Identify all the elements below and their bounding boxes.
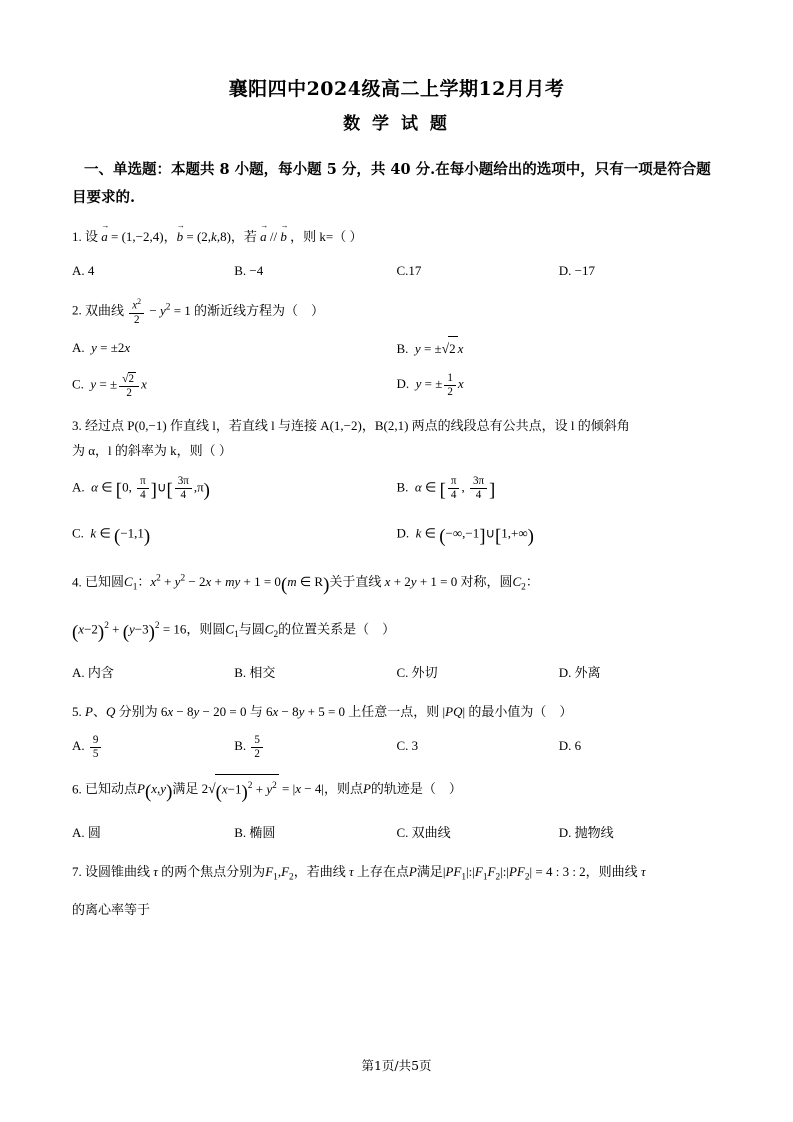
question-7-number: 7. [72,864,82,880]
question-2-options-2 [72,372,721,399]
option-D[interactable]: D. 抛物线 [558,825,614,841]
question-4-number: 4. [72,574,82,590]
option-C[interactable]: C. 外切 [396,665,438,681]
question-5 [72,699,721,724]
option-A[interactable]: A. $\frac{9}{5}$ [72,734,234,760]
question-2-stem: 双曲线 $\frac{x^2}{2}$ − $y^2 = 1$ 的渐近线方程为（ ） [85,297,325,326]
question-6-number: 6. [72,781,82,797]
question-5-options [72,734,721,760]
option-D[interactable]: D. y = ± $\frac{1}{2}$ x [396,372,464,398]
option-D[interactable]: D. k ∈ (−∞,−1]∪[1,+∞) [396,525,534,548]
question-4 [72,568,721,651]
option-A[interactable]: A. 4 [72,263,95,279]
option-C[interactable]: C. k ∈ (−1,1) [72,525,151,548]
page-subtitle: 数 学 试 题 [343,114,450,134]
question-1-number: 1. [72,229,82,245]
question-6 [72,774,721,812]
option-D[interactable]: D. −17 [558,263,595,279]
option-A[interactable]: A. y = ±2x [72,340,131,356]
option-D[interactable]: D. 6 [558,738,582,754]
question-4-options [72,661,721,686]
question-6-options [72,821,721,846]
page-title: 襄阳四中2024级高二上学期12月月考 [228,78,565,100]
option-B[interactable]: B. 椭圆 [234,825,276,841]
question-1-math: a → = (1,−2,4)，b → = (2,k,8)，若 a → // b → [101,229,290,244]
option-B[interactable]: B. α ∈ [ $\frac{\pi}{4}$ , $\frac{3\pi}{4}$ ] [396,475,496,502]
question-2 [72,297,721,326]
question-3-stem-line2: 为 α，l 的斜率为 k，则（ ） [72,442,232,458]
question-1-options [72,259,721,284]
option-C[interactable]: C.17 [396,263,422,279]
question-3-number: 3. [72,417,82,433]
option-A[interactable]: A. 圆 [72,825,101,841]
question-4-stem-line2: $(x-2)^2 + (y-3)^2 = 16$，则圆$C_1$与圆$C_2$的位置关系是（ ） [72,620,396,643]
option-B[interactable]: B. 相交 [234,665,276,681]
question-2-options [72,336,721,362]
question-3-options [72,473,721,509]
question-4-stem-line1: 已知圆$C_1$：$x^2 + y^2 - 2x$ + my + 1 = 0(m ∈ R)关于直线 x + 2y + 1 = 0 对称，圆$C_2$： [85,573,539,596]
question-1-stem-suffix: ，则 k=（ ） [290,229,363,245]
page-footer: 第1页/共5页 [361,1058,432,1073]
question-7-stem-line1: 设圆锥曲线 τ 的两个焦点分别为$F_1,F_2$，若曲线 τ 上存在点P满足$|PF_1|:|F_1F_2|:|PF_2| = 4$ : 3 : 2，则曲线 τ [85,864,646,883]
question-1 [72,224,721,249]
question-6-stem: 已知动点P(x,y)满足 $2√(x-1)^2 + y^2 = |x - 4|$，则点P的轨迹是（ ） [85,781,462,796]
option-D[interactable]: D. 外离 [558,665,601,681]
option-C[interactable]: C. y = ± $\frac{√2}{2}$ x [72,372,147,399]
option-B[interactable]: B. −4 [234,263,264,279]
option-A[interactable]: A. α ∈ [0, $\frac{\pi}{4}$ ]∪[ $\frac{3\pi}{4}$ ,π) [72,475,210,502]
option-C[interactable]: C. 3 [396,738,419,754]
option-C[interactable]: C. 双曲线 [396,825,451,841]
question-1-stem-prefix: 设 [85,229,99,245]
question-3-options-2 [72,519,721,555]
option-A[interactable]: A. 内含 [72,665,114,681]
question-7 [72,859,721,922]
question-3 [72,413,721,464]
question-5-stem: P、Q 分别为 6x − 8y − 20 = 0 与 6x − 8y + 5 = 0 上任意一点，则 |PQ| 的最小值为（ ） [85,703,573,719]
option-B[interactable]: B. y = ±√2 x [397,336,722,362]
option-B[interactable]: B. $\frac{5}{2}$ [234,734,396,760]
question-5-number: 5. [72,703,82,719]
question-7-stem-line2: 的离心率等于 [72,902,151,917]
section-heading: 一、单选题：本题共 8 小题，每小题 5 分，共 40 分.在每小题给出的选项中，只有一项是符合题目要求的. [72,161,711,206]
question-2-number: 2. [72,302,82,318]
question-3-stem-line1: 经过点 P(0,−1) 作直线 l，若直线 l 与连接 A(1,−2)，B(2,1) 两点的线段总有公共点，设 l 的倾斜角 [85,417,630,433]
